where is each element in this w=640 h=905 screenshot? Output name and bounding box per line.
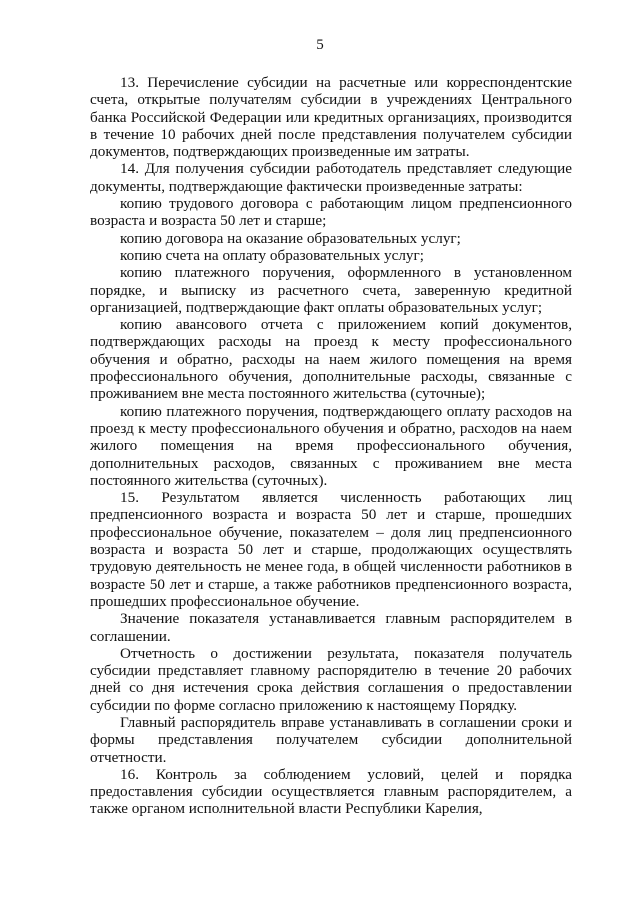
list-item-payment-order: копию платежного поручения, оформленного в установленном порядке, и выписку из расчетного счета, заверенную кредитной организацией, подтверждающие факт оплаты образовательных услуг; [90, 264, 572, 316]
document-body [90, 74, 572, 818]
list-item-payment-order-expenses: копию платежного поручения, подтверждающего оплату расходов на проезд к месту профессионального обучения и обратно, расходов на наем жилого помещения на время профессионального обучения, дополнительных расходов, связанных с проживанием вне места постоянного жительства (суточных). [90, 402, 572, 489]
paragraph-16: 16. Контроль за соблюдением условий, целей и порядка предоставления субсидии осуществляется главным распорядителем, а также органом исполнительной власти Республики Карелия, [90, 765, 572, 818]
list-item-invoice: копию счета на оплату образовательных услуг; [120, 246, 424, 264]
paragraph-14: 14. Для получения субсидии работодатель представляет следующие документы, подтверждающие фактически произведенные затраты: [90, 160, 572, 195]
paragraph-indicator-value: Значение показателя устанавливается главным распорядителем в соглашении. [90, 610, 572, 645]
paragraph-reporting: Отчетность о достижении результата, показателя получатель субсидии представляет главному распорядителю в течение 20 рабочих дней со дня истечения срока действия соглашения о предоставлении субсидии по форме согласно приложению к настоящему Порядку. [90, 644, 572, 714]
list-item-advance-report: копию авансового отчета с приложением копий документов, подтверждающих расходы на проезд к месту профессионального обучения и обратно, расходы на наем жилого помещения на время профессионального обучения, дополнительные расходы, связанные с проживанием вне места постоянного жительства (суточные); [90, 316, 572, 403]
paragraph-additional-reporting: Главный распорядитель вправе устанавливать в соглашении сроки и формы представления получателем субсидии дополнительной отчетности. [90, 713, 572, 766]
page-number: 5 [316, 37, 324, 53]
paragraph-15: 15. Результатом является численность работающих лиц предпенсионного возраста и возраста 50 лет и старше, прошедших профессиональное обучение, показателем – доля лиц предпенсионного возраста и возраста 50 лет и старше, продолжающих осуществлять трудовую деятельность не менее года, в общей численности работников в возрасте 50 лет и старше, а также работников предпенсионного возраста, прошедших профессиональное обучение. [90, 489, 572, 610]
list-item-labor-contract: копию трудового договора с работающим лицом предпенсионного возраста и возраста 50 лет и старше; [90, 195, 572, 230]
paragraph-13: 13. Перечисление субсидии на расчетные или корреспондентские счета, открытые получателям субсидии в учреждениях Центрального банка Российской Федерации или кредитных организациях, производится в течение 10 рабочих дней после представления получателем субсидии документов, подтверждающих произведенные им затраты. [90, 74, 572, 161]
list-item-education-contract: копию договора на оказание образовательных услуг; [120, 229, 461, 247]
